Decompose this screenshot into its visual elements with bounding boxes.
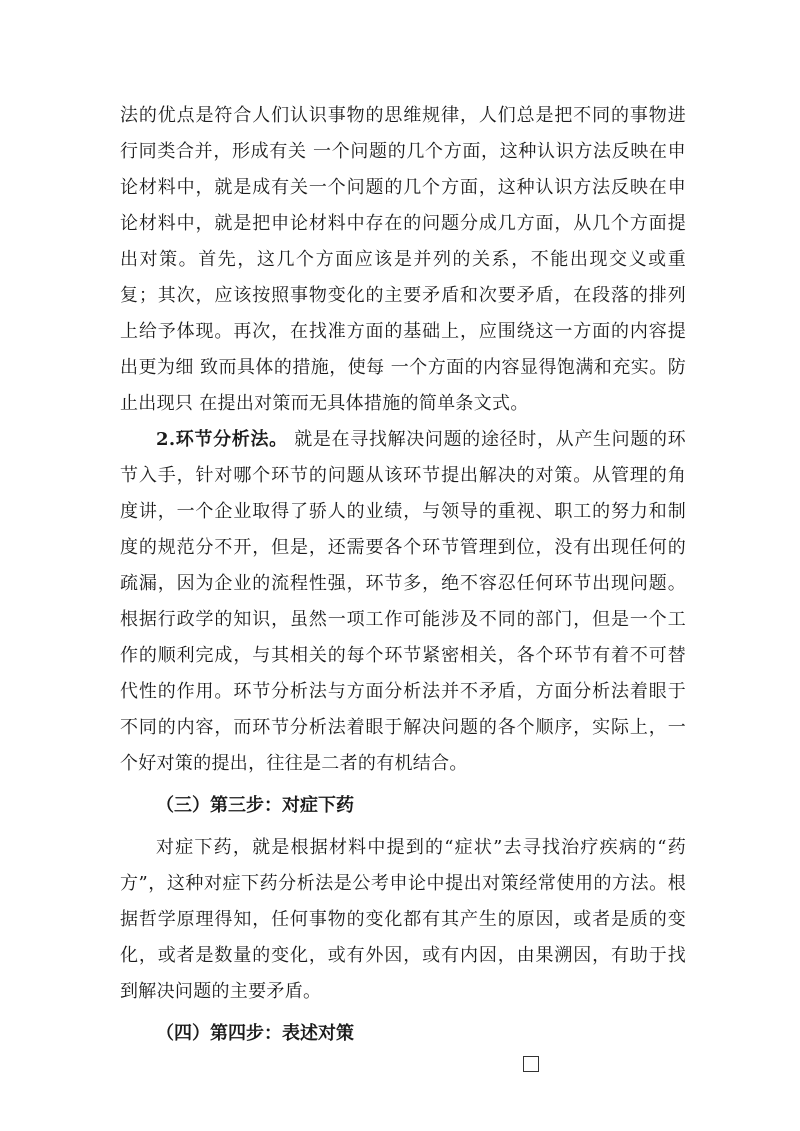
paragraph-prescription: 对症下药，就是根据材料中提到的“症状”去寻找治疗疾病的“药方”，这种对症下药分析法是公考申论中提出对策经常使用的方法。根据哲学原理得知，任何事物的变化都有其产生的原因，或者是质的变化，或者是数量的变化，或有外因，或有内因，由果溯因，有助于找到解决问题的主要矛盾。 (120, 837, 686, 1002)
paragraph-link-analysis-text: 就是在寻找解决问题的途径时，从产生问题的环节入手，针对哪个环节的问题从该环节提出解决的对策。从管理的角度讲，一个企业取得了骄人的业绩，与领导的重视、职工的努力和制度的规范分不开，但是，还需要各个环节管理到位，没有出现任何的疏漏，因为企业的流程性强，环节多，绝不容忍任何环节出现问题。根据行政学的知识，虽然一项工作可能涉及不同的部门，但是一个工作的顺利完成，与其相关的每个环节紧密相关，各个环节有着不可替代性的作用。环节分析法与方面分析法并不矛盾，方面分析法着眼于不同的内容，而环节分析法着眼于解决问题的各个顺序，实际上，一个好对策的提出，往往是二者的有机结合。 (120, 429, 686, 774)
section-heading-step-three: （三）第三步：对症下药 (156, 795, 354, 816)
page-footer-box (523, 1056, 539, 1072)
section-heading-step-four: （四）第四步：表述对策 (156, 1023, 354, 1044)
paragraph-link-analysis (120, 422, 686, 782)
paragraph-method-advantages: 法的优点是符合人们认识事物的思维规律，人们总是把不同的事物进行同类合并，形成有关 一个问题的几个方面，这种认识方法反映在申论材料中，就是成有关一个问题的几个方面，这种认识方法反映在申论材料中，就是把申论材料中存在的问题分成几方面，从几个方面提出对策。首先，这几个方面应该是并列的关系，不能出现交义或重复；其次，应该按照事物变化的主要矛盾和次要矛盾，在段落的排列上给予体现。再次，在找准方面的基础上，应围绕这一方面的内容提出更为细 致而具体的措施，使每 一个方面的内容显得饱满和充实。防止出现只 在提出对策而无具体措施的简单条文式。 (120, 105, 686, 414)
paragraph-lead-title: 2.环节分析法。 (156, 429, 288, 450)
document-body (120, 98, 686, 1058)
